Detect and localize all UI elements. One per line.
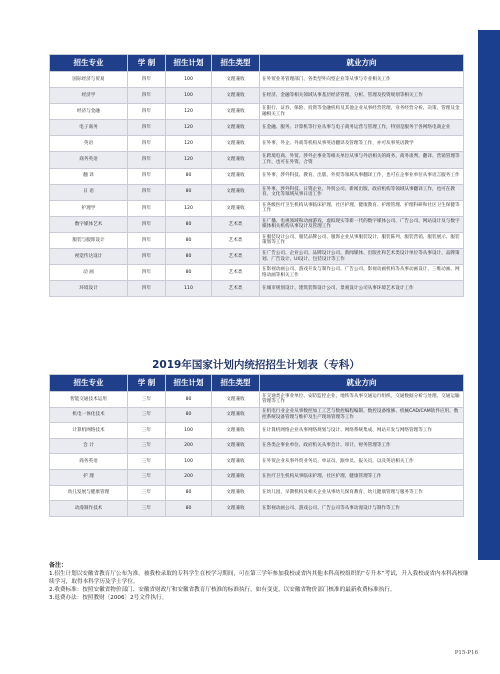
table-row xyxy=(50,469,464,485)
table-row xyxy=(50,485,464,501)
cell-plan: 80 xyxy=(166,184,212,200)
cell-plan: 80 xyxy=(166,485,212,501)
cell-plan: 110 xyxy=(166,281,212,297)
header-type: 招生类型 xyxy=(212,375,260,392)
cell-career: 在外事、涉外科技、教育、出版、外贸等领域从事翻译工作，也可在企事业单位从事语言服务工作 xyxy=(260,168,464,184)
cell-plan: 120 xyxy=(166,104,212,120)
cell-career: 在外事、外企、外商等机构从事英语翻译及管理等工作，亦可从事英语教学 xyxy=(260,136,464,152)
cell-plan: 120 xyxy=(166,152,212,168)
table-row xyxy=(50,249,464,265)
side-band xyxy=(478,30,500,560)
table-row xyxy=(50,88,464,104)
cell-career: 在交通类企事业单位、安防监控企业、地铁等从事交通运行组织、交通数据分析与处理、交通运输管理等工作 xyxy=(260,392,464,408)
notes-title: 备注： xyxy=(49,562,68,569)
cell-major: 机电一体化技术 xyxy=(50,407,128,423)
table-row xyxy=(50,423,464,439)
cell-duration: 四年 xyxy=(128,184,166,200)
cell-duration: 四年 xyxy=(128,281,166,297)
cell-plan: 80 xyxy=(166,249,212,265)
cell-duration: 四年 xyxy=(128,120,166,136)
cell-duration: 三年 xyxy=(128,501,166,517)
cell-duration: 四年 xyxy=(128,88,166,104)
cell-career: 在外事、涉外科技、日资企业、外贸公司、新闻出版、政府机构等领域从事翻译工作，也可在教育、文化等领域从事日语工作 xyxy=(260,184,464,200)
table-row xyxy=(50,407,464,423)
cell-duration: 四年 xyxy=(128,200,166,216)
cell-type: 艺术类 xyxy=(212,232,260,248)
undergrad-plan-table xyxy=(49,54,464,297)
cell-type: 文理兼收 xyxy=(212,469,260,485)
cell-plan: 80 xyxy=(166,392,212,408)
cell-career: 在医疗卫生机构从事临床护理、社区护理、健康管理等工作 xyxy=(260,469,464,485)
table-row xyxy=(50,501,464,517)
table-row xyxy=(50,72,464,88)
cell-major: 商务英语 xyxy=(50,454,128,470)
cell-plan: 80 xyxy=(166,501,212,517)
cell-plan: 200 xyxy=(166,438,212,454)
cell-duration: 四年 xyxy=(128,152,166,168)
cell-plan: 100 xyxy=(166,454,212,470)
table-row xyxy=(50,120,464,136)
cell-type: 艺术类 xyxy=(212,249,260,265)
note-item: 1.招生计划以安徽省教育厅公布为准。被我校录取的专科学生在校学习期间，可在第三学年参加我校或省内其他本科高校组织的“专升本”考试，升入我校或省内本科高校继续学习，取得本科学历及学士学位。 xyxy=(49,571,469,585)
cell-plan: 80 xyxy=(166,216,212,232)
cell-major: 环境设计 xyxy=(50,281,128,297)
cell-career: 在银行、证券、保险、投资等金融机构及其他企业从事经营管理、业务经营分析、决策、管理及金融相关工作 xyxy=(260,104,464,120)
cell-major: 商务英语 xyxy=(50,152,128,168)
cell-major: 幼儿发展与健康管理 xyxy=(50,485,128,501)
cell-career: 在幼儿园、早教机构及相关企业从事幼儿保育教育、幼儿健康管理与服务等工作 xyxy=(260,485,464,501)
header-major: 招生专业 xyxy=(50,55,128,72)
cell-type: 文理兼收 xyxy=(212,392,260,408)
header-plan: 招生计划 xyxy=(166,375,212,392)
cell-career: 在机电行业企业从事数控加工工艺与数控编程编制、数控设备维修、机械CAD/CAM软件应用、数控系统设备管理与维护及生产现场管理等工作 xyxy=(260,407,464,423)
cell-career: 在城市规划设计、建筑装饰设计公司、景观设计公司从事环境艺术设计工作 xyxy=(260,281,464,297)
cell-career: 在广播、电视领域和动画游戏、虚拟现实等新一代的数字媒体公司、广告公司、网站设计及与数字媒体相关机构从事设计及管理工作 xyxy=(260,216,464,232)
cell-plan: 100 xyxy=(166,423,212,439)
cell-career: 在影视动画公司、游戏开发与制作公司、广告公司、影视动画机构等从事动画设计、三维动画、网络动画等相关工作 xyxy=(260,265,464,281)
cell-duration: 三年 xyxy=(128,423,166,439)
cell-major: 视觉传达设计 xyxy=(50,249,128,265)
cell-type: 文理兼收 xyxy=(212,200,260,216)
cell-duration: 四年 xyxy=(128,72,166,88)
cell-type: 文理兼收 xyxy=(212,72,260,88)
cell-plan: 80 xyxy=(166,168,212,184)
cell-type: 文理兼收 xyxy=(212,88,260,104)
cell-type: 文理兼收 xyxy=(212,152,260,168)
table-row xyxy=(50,184,464,200)
section-title: 2019年国家计划内统招招生计划表（专科） xyxy=(152,359,360,371)
table-row xyxy=(50,281,464,297)
cell-career: 在各类企事业单位、政府机关从事会计、审计、财务管理等工作 xyxy=(260,438,464,454)
table-row xyxy=(50,392,464,408)
cell-type: 文理兼收 xyxy=(212,501,260,517)
cell-duration: 四年 xyxy=(128,249,166,265)
cell-duration: 三年 xyxy=(128,454,166,470)
college-plan-table xyxy=(49,374,464,517)
table-row xyxy=(50,104,464,120)
header-career: 就业方向 xyxy=(260,375,464,392)
header-duration: 学 制 xyxy=(128,55,166,72)
cell-career: 在影视动画公司、游戏公司、广告公司等从事动漫设计与制作等工作 xyxy=(260,501,464,517)
table-row xyxy=(50,265,464,281)
cell-duration: 四年 xyxy=(128,136,166,152)
page-number: P15-P16 xyxy=(454,650,478,656)
cell-major: 数字媒体艺术 xyxy=(50,216,128,232)
header-duration: 学 制 xyxy=(128,375,166,392)
cell-type: 文理兼收 xyxy=(212,120,260,136)
cell-plan: 100 xyxy=(166,72,212,88)
table-row xyxy=(50,152,464,168)
cell-duration: 四年 xyxy=(128,265,166,281)
cell-career: 在外贸企业从事外贸业务员、单证员、跟单员、报关员，以及英语相关工作 xyxy=(260,454,464,470)
cell-major: 护理学 xyxy=(50,200,128,216)
cell-duration: 四年 xyxy=(128,216,166,232)
cell-major: 会 计 xyxy=(50,438,128,454)
cell-major: 动 画 xyxy=(50,265,128,281)
cell-duration: 三年 xyxy=(128,485,166,501)
cell-duration: 三年 xyxy=(128,407,166,423)
cell-type: 文理兼收 xyxy=(212,485,260,501)
cell-major: 经济与金融 xyxy=(50,104,128,120)
cell-major: 电子商务 xyxy=(50,120,128,136)
cell-major: 护 理 xyxy=(50,469,128,485)
cell-plan: 80 xyxy=(166,265,212,281)
cell-type: 艺术类 xyxy=(212,216,260,232)
cell-type: 文理兼收 xyxy=(212,184,260,200)
table-row xyxy=(50,454,464,470)
cell-major: 日 语 xyxy=(50,184,128,200)
cell-career: 在跨境电商、外贸、涉外企事业等相关单位从事与外语相关的商务、商务谈判、翻译、营销管理等工作，也可在外资、合资 xyxy=(260,152,464,168)
cell-plan: 100 xyxy=(166,88,212,104)
top-bar xyxy=(0,0,500,30)
cell-major: 智能交通技术运用 xyxy=(50,392,128,408)
cell-type: 艺术类 xyxy=(212,265,260,281)
cell-career: 在各级医疗卫生机构从事临床护理、社区护理、健康教育、护理管理、护理科研和社区卫生保健等工作 xyxy=(260,200,464,216)
cell-major: 经济学 xyxy=(50,88,128,104)
header-plan: 招生计划 xyxy=(166,55,212,72)
cell-duration: 三年 xyxy=(128,438,166,454)
cell-major: 计算机网络技术 xyxy=(50,423,128,439)
cell-plan: 120 xyxy=(166,200,212,216)
cell-career: 在计算机网络企业从事网络规划与设计、网络系统集成、网站开发与网络管理等工作 xyxy=(260,423,464,439)
cell-type: 文理兼收 xyxy=(212,104,260,120)
cell-type: 文理兼收 xyxy=(212,136,260,152)
cell-plan: 120 xyxy=(166,120,212,136)
cell-plan: 80 xyxy=(166,407,212,423)
table-row xyxy=(50,200,464,216)
cell-major: 国际经济与贸易 xyxy=(50,72,128,88)
cell-career: 在经济、金融等相关领域从事基层经济管理、分析、管理及投资规划等相关工作 xyxy=(260,88,464,104)
cell-major: 动漫制作技术 xyxy=(50,501,128,517)
note-item: 2.收费标准：按照安徽省物价部门、安徽省财政厅和安徽省教育厅核准的标准执行，如有变更，以安徽省物价部门核准的最新收费标准执行。 xyxy=(49,587,396,593)
cell-major: 翻 译 xyxy=(50,168,128,184)
cell-duration: 四年 xyxy=(128,104,166,120)
cell-type: 文理兼收 xyxy=(212,438,260,454)
notes-section xyxy=(49,562,469,602)
table-row xyxy=(50,136,464,152)
header-career: 就业方向 xyxy=(260,55,464,72)
cell-major: 英语 xyxy=(50,136,128,152)
cell-career: 在外贸业务管理部门、各类型外向型企业等从事与专业相关工作 xyxy=(260,72,464,88)
header-type: 招生类型 xyxy=(212,55,260,72)
cell-career: 在广告公司、企业公司、品牌设计公司、新闻媒体、出版社和艺术类设计单位等从事设计、品牌策划、广告设计、UI设计、包装设计等工作 xyxy=(260,249,464,265)
table-row xyxy=(50,168,464,184)
cell-type: 文理兼收 xyxy=(212,407,260,423)
cell-plan: 80 xyxy=(166,232,212,248)
table-row xyxy=(50,216,464,232)
cell-type: 文理兼收 xyxy=(212,454,260,470)
cell-type: 文理兼收 xyxy=(212,423,260,439)
cell-career: 在金融、服务、计算机等行业从事与电子商务运营与管理工作，特别是服务于各网络电商企业 xyxy=(260,120,464,136)
cell-duration: 四年 xyxy=(128,168,166,184)
cell-type: 文理兼收 xyxy=(212,168,260,184)
cell-type: 艺术类 xyxy=(212,281,260,297)
header-major: 招生专业 xyxy=(50,375,128,392)
cell-plan: 120 xyxy=(166,136,212,152)
cell-plan: 200 xyxy=(166,469,212,485)
cell-career: 在服装设计公司、服装品牌公司、服饰企业从事服装设计、服装陈列、服装营销、服装展示、服装策划等工作 xyxy=(260,232,464,248)
cell-duration: 三年 xyxy=(128,392,166,408)
table-row xyxy=(50,438,464,454)
cell-major: 服装与服饰设计 xyxy=(50,232,128,248)
table-row xyxy=(50,232,464,248)
cell-duration: 四年 xyxy=(128,232,166,248)
cell-duration: 三年 xyxy=(128,469,166,485)
note-item: 3.退费办法：按照教财〔2006〕2号文件执行。 xyxy=(49,595,168,601)
